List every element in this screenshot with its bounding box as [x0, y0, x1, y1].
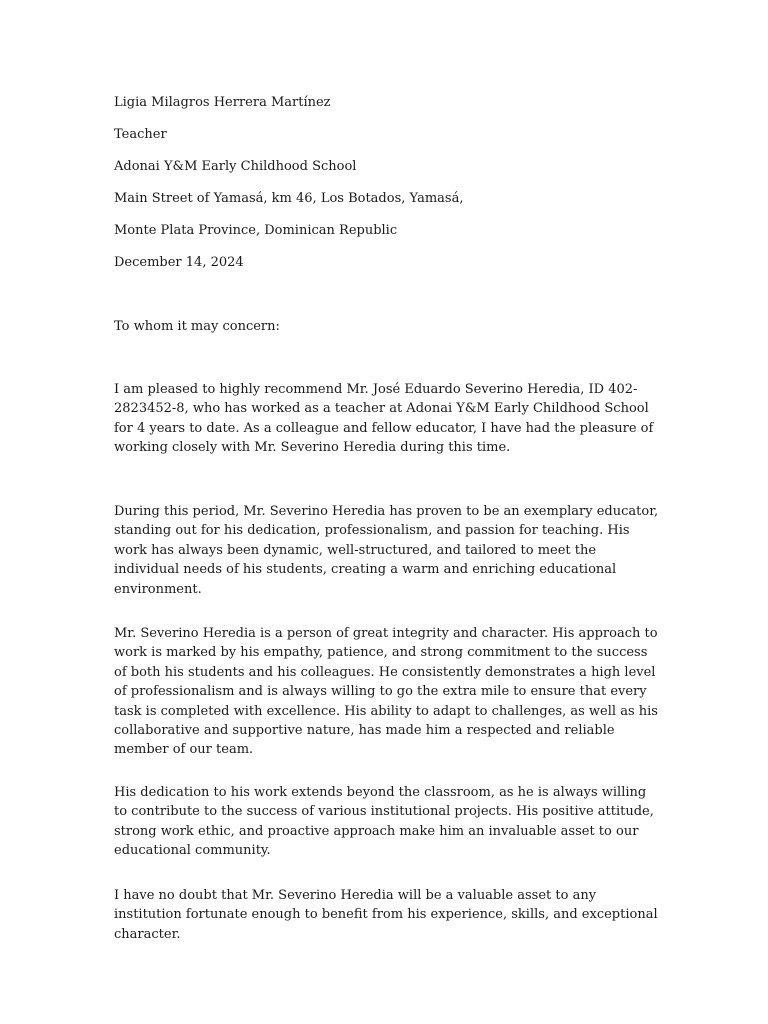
salutation: To whom it may concern:	[114, 319, 280, 334]
sender-institution: Adonai Y&M Early Childhood School	[114, 159, 357, 174]
letter-date: December 14, 2024	[114, 255, 244, 270]
sender-address-line2: Monte Plata Province, Dominican Republic	[114, 223, 398, 238]
paragraph-introduction: I am pleased to highly recommend Mr. José Eduardo Severino Heredia, ID 402-2823452-8, who has worked as a teacher at Adonai Y&M Early Childhood School for 4 years to date. As a colleague and fellow educator, I have had the pleasure of working closely with Mr. Severino Heredia during this time.	[114, 382, 654, 456]
sender-title: Teacher	[114, 127, 167, 142]
paragraph-performance: During this period, Mr. Severino Heredia has proven to be an exemplary educator, standing out for his dedication, professionalism, and passion for teaching. His work has always been dynamic, well-structured, and tailored to meet the individual needs of his students, creating a warm and enriching educational environment.	[114, 504, 659, 597]
paragraph-conclusion: I have no doubt that Mr. Severino Heredia will be a valuable asset to any institution fortunate enough to benefit from his experience, skills, and exceptional character.	[114, 888, 658, 942]
paragraph-dedication: His dedication to his work extends beyond the classroom, as he is always willing to contribute to the success of various institutional projects. His positive attitude, strong work ethic, and proactive approach make him an invaluable asset to our educational community.	[114, 785, 654, 859]
sender-name: Ligia Milagros Herrera Martínez	[114, 95, 331, 110]
paragraph-character: Mr. Severino Heredia is a person of great integrity and character. His approach to work is marked by his empathy, patience, and strong commitment to the success of both his students and his colleagues. He consistently demonstrates a high level of professionalism and is always willing to go the extra mile to ensure that every task is completed with excellence. His ability to adapt to challenges, as well as his collaborative and supportive nature, has made him a respected and reliable member of our team.	[114, 626, 658, 758]
sender-address-line1: Main Street of Yamasá, km 46, Los Botados, Yamasá,	[114, 191, 464, 206]
